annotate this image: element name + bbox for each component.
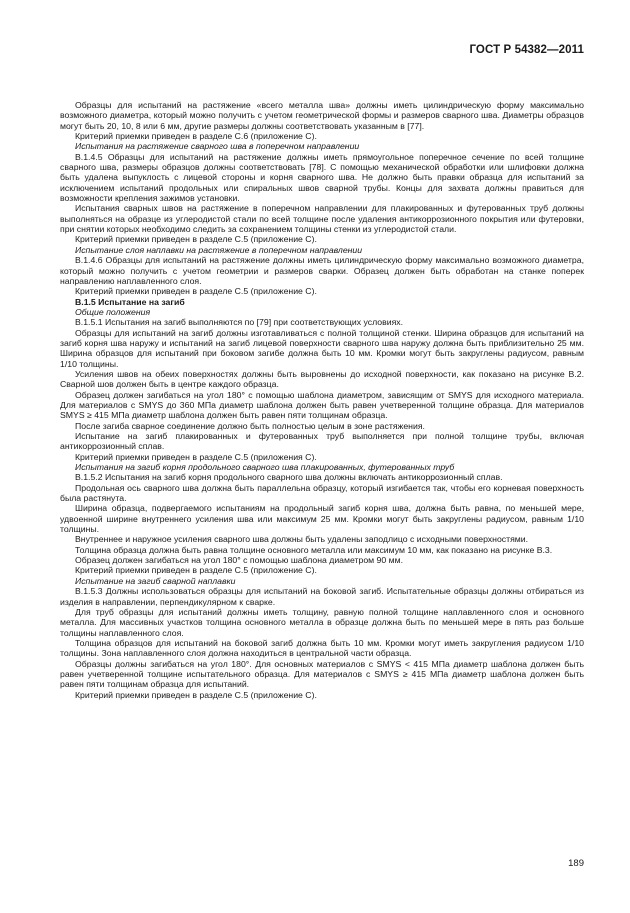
body-paragraph: В.1.5.2 Испытания на загиб корня продольного сварного шва должны включать антикоррозионный сплав. <box>75 472 503 483</box>
subsection-title: Испытания на загиб корня продольного сварного шва плакированных, футерованных труб <box>75 462 455 473</box>
section-heading: В.1.5 Испытание на загиб <box>75 296 185 307</box>
subsection-title: Испытание на загиб сварной наплавки <box>75 575 236 586</box>
body-paragraph: В.1.5.3 Должны использоваться образцы для испытаний на боковой загиб. Испытательные образцы должны отбираться из изделия в направлении, перпендикулярном к сварке. <box>60 586 584 607</box>
body-paragraph: Образцы должны загибаться на угол 180°. Для основных материалов с SMYS < 415 МПа диаметр шаблона должен быть равен учетверенной толщине испытательного образца. Для материалов с SMYS ≥ 415 МПа диаметр шаблона должен быть равен пяти толщинам образца для испытаний. <box>60 658 584 690</box>
body-paragraph: Критерий приемки приведен в разделе С.6 (приложение С). <box>75 131 317 142</box>
body-paragraph: Продольная ось сварного шва должна быть параллельна образцу, который изгибается так, чтобы его корневая поверхность была растянута. <box>60 482 584 504</box>
body-paragraph: Образец должен загибаться на угол 180° с помощью шаблона диаметром 90 мм. <box>75 555 403 566</box>
body-paragraph: Усиления швов на обеих поверхностях должны быть выровнены до исходной поверхности, как показано на рисунке В.2. Сварной шов должен быть в центре каждого образца. <box>60 368 584 390</box>
body-paragraph: Испытание на загиб плакированных и футерованных труб выполняется при полной толщине трубы, включая антикоррозионный сплав. <box>60 431 584 452</box>
body-paragraph: Критерий приемки приведен в разделе С.5 (приложения С). <box>75 451 317 462</box>
body-paragraph: Критерий приемки приведен в разделе С.5 (приложение С). <box>75 234 317 245</box>
body-paragraph: Толщина образцов для испытаний на боковой загиб должна быть 10 мм. Кромки могут иметь закругления радиусом 1/10 толщины. Зона наплавленного слоя должна находиться в центральной части образца. <box>60 637 584 659</box>
body-paragraph: В.1.4.6 Образцы для испытаний на растяжение должны иметь цилиндрическую форму максимально возможного диаметра, который можно получить с учетом геометрии и размеров сварки. Образец должен быть обработан на станке поперек направлению наплавленного слоя. <box>60 255 584 286</box>
body-paragraph: В.1.5.1 Испытания на загиб выполняются по [79] при соответствующих условиях. <box>75 317 404 328</box>
page-number: 189 <box>568 858 584 869</box>
document-body <box>60 100 584 700</box>
body-paragraph: В.1.4.5 Образцы для испытаний на растяжение должны иметь прямоугольное поперечное сечение по всей толщине сварного шва, размеры образцов должны соответствовать [78]. С помощью механической обработки или шлифовки должна быть удалена выпуклость с лицевой стороны и корня сварного шва. Не должно быть правки образца для испытаний за исключением испытаний продольных или спиральных швов сварной трубы. Концы для захвата должны правиться для возможности крепления зажимов установки. <box>60 151 584 204</box>
body-paragraph: Критерий приемки приведен в разделе С.5 (приложение С). <box>75 565 317 576</box>
body-paragraph: Критерий приемки приведен в разделе С.5 (приложение С). <box>75 286 317 297</box>
body-paragraph: Внутреннее и наружное усиления сварного шва должны быть удалены заподлицо с исходными поверхностями. <box>75 534 529 545</box>
body-paragraph: Для труб образцы для испытаний должны иметь толщину, равную полной толщине наплавленного слоя и основного металла. Для массивных участков толщина основного металла в образце должна быть по меньшей мере в пять раз больше толщины наплавленного слоя. <box>60 606 584 638</box>
body-paragraph: Толщина образца должна быть равна толщине основного металла или максимум 10 мм, как показано на рисунке В.3. <box>75 544 553 555</box>
body-paragraph: Образцы для испытаний на растяжение «всего металла шва» должны иметь цилиндрическую форму максимально возможного диаметра, который можно получить с учетом геометрической формы и размеров сварного шва. Диаметры образцов могут быть 20, 10, 8 или 6 мм, другие размеры должны соответствовать указанным в [77]. <box>60 100 584 131</box>
subsection-title: Испытания на растяжение сварного шва в поперечном направлении <box>75 141 360 152</box>
subsection-title: Испытание слоя наплавки на растяжение в поперечном направлении <box>75 244 363 255</box>
body-paragraph: Образцы для испытаний на загиб должны изготавливаться с полной толщиной стенки. Ширина образцов для испытаний на загиб корня шва наружу и испытаний на загиб лицевой поверхности сварного шва наружу должна быть приблизительно 25 мм. Ширина образцов для испытаний при боковом загибе должна быть 10 мм. Кромки могут быть закруглены радиусом, равным 1/10 толщины. <box>60 327 584 369</box>
body-paragraph: Ширина образца, подвергаемого испытаниям на продольный загиб корня шва, должна быть равна, по меньшей мере, удвоенной ширине внутреннего усиления шва или максимум 25 мм. Кромки могут быть закруглены радиусом, равным 1/10 толщины. <box>60 503 584 535</box>
subsection-title: Общие положения <box>75 306 151 317</box>
body-paragraph: Образец должен загибаться на угол 180° с помощью шаблона диаметром, зависящим от SMYS для исходного материала. Для материалов с SMYS до 360 МПа диаметр шаблона должен быть равен учетверенной толщине образца. Для материалов SMYS ≥ 415 МПа диаметр шаблона должен быть равен пяти толщинам образца. <box>60 389 584 421</box>
body-paragraph: После загиба сварное соединение должно быть полностью целым в зоне растяжения. <box>75 420 425 431</box>
document-code-header: ГОСТ Р 54382—2011 <box>469 44 584 56</box>
body-paragraph: Критерий приемки приведен в разделе С.5 (приложение С). <box>75 689 317 700</box>
body-paragraph: Испытания сварных швов на растяжение в поперечном направлении для плакированных и футерованных труб должны выполняться на образце из углеродистой стали по всей толщине после удаления антикоррозионного покрытия или футеровки, при снятии которых необходимо следить за сохранением толщины стенки из углеродистой стали. <box>60 203 584 235</box>
